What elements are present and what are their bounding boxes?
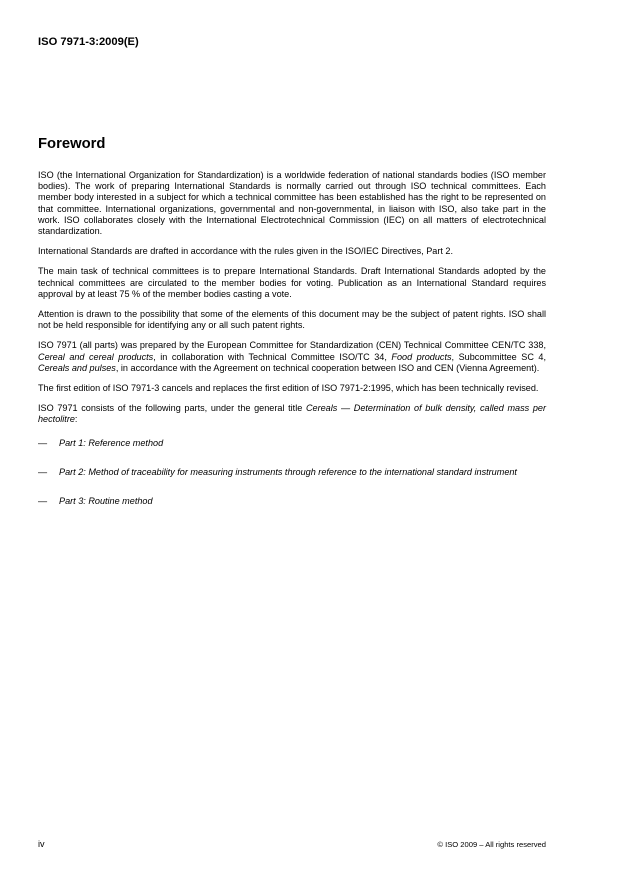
copyright-notice: © ISO 2009 – All rights reserved — [437, 840, 546, 849]
document-id-header: ISO 7971-3:2009(E) — [38, 36, 139, 48]
text-run: ISO 7971 consists of the following parts, under the general title — [38, 403, 306, 414]
committee-title: Cereal and cereal products — [38, 351, 154, 362]
page-number: iv — [38, 839, 45, 849]
part-1-title: Part 1: Reference method — [59, 437, 164, 448]
part-3-title: Part 3: Routine method — [59, 496, 153, 507]
parts-list — [38, 438, 546, 508]
page-title: Foreword — [38, 136, 106, 152]
list-item — [38, 467, 546, 478]
paragraph-patent-rights: Attention is drawn to the possibility that some of the elements of this document may be the subject of patent rights. ISO shall not be held responsible for identifying any or all such patent rights. — [38, 309, 546, 331]
text-run: , in accordance with the Agreement on technical cooperation between ISO and CEN (Vienna Agreement). — [115, 362, 540, 373]
list-item — [38, 496, 546, 507]
part-2-title: Part 2: Method of traceability for measuring instruments through reference to the international standard instrument — [59, 466, 517, 477]
dash-bullet: — — [38, 437, 48, 448]
text-run: ISO 7971 (all parts) was prepared by the European Committee for Standardization (CEN) Technical Committee CEN/TC 338, — [38, 340, 546, 351]
general-title: Cereals — Determination of bulk density, called mass per hectolitre — [38, 403, 547, 425]
list-item — [38, 438, 546, 449]
paragraph-main-task: The main task of technical committees is to prepare International Standards. Draft International Standards adopted by the technical committees are circulated to the member bodies for voting. Publication as an International Standard requires approval by at least 75 % of the member bodies casting a vote. — [38, 266, 546, 299]
subcommittee-title: Cereals and pulses — [38, 362, 116, 373]
paragraph-preparation — [38, 340, 546, 374]
dash-bullet: — — [38, 496, 48, 507]
paragraph-parts-intro — [38, 403, 546, 425]
paragraph-directives: International Standards are drafted in accordance with the rules given in the ISO/IEC Directives, Part 2. — [38, 246, 453, 257]
text-run: , Subcommittee SC 4, — [451, 351, 546, 362]
dash-bullet: — — [38, 466, 48, 477]
foreword-body — [38, 170, 546, 525]
committee-title: Food products — [391, 351, 452, 362]
paragraph-iso-intro: ISO (the International Organization for Standardization) is a worldwide federation of national standards bodies (ISO member bodies). The work of preparing International Standards is normally carried out through ISO technical committees. Each member body interested in a subject for which a technical committee has been established has the right to be represented on that committee. International organizations, governmental and non-governmental, in liaison with ISO, also take part in the work. ISO collaborates closely with the International Electrotechnical Commission (IEC) on all matters of electrotechnical standardization. — [38, 170, 546, 237]
text-run: : — [74, 414, 78, 425]
text-run: , in collaboration with Technical Committee ISO/TC 34, — [153, 351, 392, 362]
paragraph-edition: The first edition of ISO 7971-3 cancels and replaces the first edition of ISO 7971-2:1995, which has been technically revised. — [38, 383, 539, 394]
